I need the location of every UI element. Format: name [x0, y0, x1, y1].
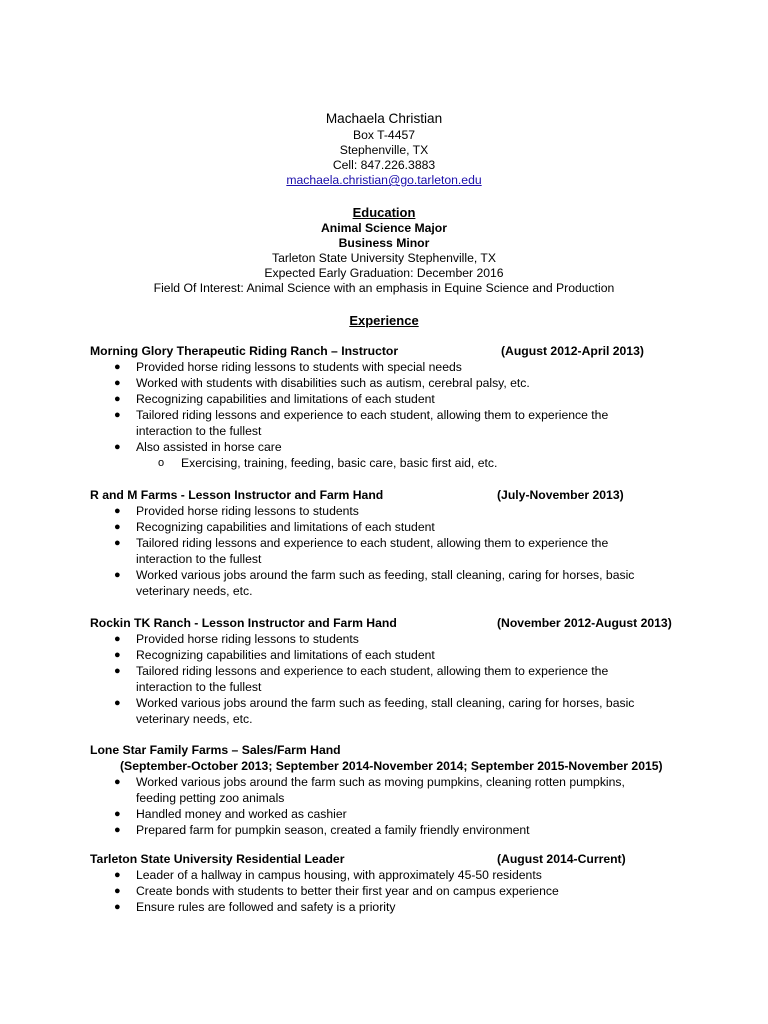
major: Animal Science Major: [321, 221, 447, 235]
list-item: ● Ensure rules are followed and safety is a priority: [114, 900, 396, 914]
bullet-icon: ●: [114, 869, 121, 881]
bullet-icon: ●: [114, 776, 121, 788]
bullet-icon: ●: [114, 361, 121, 373]
bullet-icon: ●: [114, 521, 121, 533]
contact-header: [0, 110, 768, 188]
list-item: ● Also assisted in horse care: [114, 440, 282, 454]
list-item: ● Worked with students with disabilities such as autism, cerebral palsy, etc.: [114, 376, 530, 390]
bullet-icon: ●: [114, 393, 121, 405]
job-dates: (November 2012-August 2013): [497, 616, 672, 630]
job-lone-star-family-farms: [90, 742, 690, 838]
list-item: ● Recognizing capabilities and limitations of each student: [114, 520, 435, 534]
bullet-icon: ●: [114, 824, 121, 836]
cell-phone: Cell: 847.226.3883: [332, 158, 436, 172]
education-section: [0, 204, 768, 296]
bullet-icon: ●: [114, 377, 121, 389]
mailing-box: Box T-4457: [352, 128, 416, 142]
list-item: ● Provided horse riding lessons to students with special needs: [114, 360, 462, 374]
job-rockin-tk-ranch: [90, 615, 690, 727]
list-item: ● Provided horse riding lessons to students: [114, 504, 359, 518]
bullet-icon: ●: [114, 441, 121, 453]
list-item: ● Tailored riding lessons and experience to each student, allowing them to experience the interaction to the fullest: [114, 536, 609, 566]
bullet-icon: ●: [114, 569, 121, 581]
bullet-icon: ●: [114, 633, 121, 645]
list-item: ● Recognizing capabilities and limitations of each student: [114, 648, 435, 662]
job-dates: (September-October 2013; September 2014-November 2014; September 2015-November 2015): [120, 759, 663, 773]
list-item: ● Worked various jobs around the farm such as moving pumpkins, cleaning rotten pumpkins, feeding petting zoo animals: [114, 775, 625, 805]
school: Tarleton State University Stephenville, TX: [272, 251, 496, 265]
graduation: Expected Early Graduation: December 2016: [264, 266, 504, 280]
bullet-icon: ●: [114, 649, 121, 661]
job-dates: (August 2012-April 2013): [501, 344, 644, 358]
list-item: ● Handled money and worked as cashier: [114, 807, 347, 821]
list-item: ● Tailored riding lessons and experience to each student, allowing them to experience the interaction to the fullest: [114, 664, 609, 694]
job-tarleton-residential-leader: [90, 851, 690, 915]
bullet-icon: ●: [114, 665, 121, 677]
job-title: Morning Glory Therapeutic Riding Ranch – Instructor: [90, 344, 399, 358]
list-item: ● Worked various jobs around the farm such as feeding, stall cleaning, caring for horses, basic veterinary needs, etc.: [114, 696, 635, 726]
experience-heading: Experience: [349, 313, 419, 328]
applicant-name: Machaela Christian: [325, 111, 443, 126]
city-state: Stephenville, TX: [339, 143, 429, 157]
job-title: R and M Farms - Lesson Instructor and Farm Hand: [90, 488, 384, 502]
job-dates: (August 2014-Current): [497, 852, 626, 866]
bullet-icon: ●: [114, 808, 121, 820]
list-item: ● Worked various jobs around the farm such as feeding, stall cleaning, caring for horses, basic veterinary needs, etc.: [114, 568, 635, 598]
list-item: ● Tailored riding lessons and experience to each student, allowing them to experience the interaction to the fullest: [114, 408, 609, 438]
list-item: ● Create bonds with students to better their first year and on campus experience: [114, 884, 559, 898]
list-item: ● Leader of a hallway in campus housing, with approximately 45-50 residents: [114, 868, 542, 882]
bullet-icon: ●: [114, 537, 121, 549]
circle-bullet-icon: o: [158, 457, 165, 469]
job-title: Rockin TK Ranch - Lesson Instructor and Farm Hand: [90, 616, 397, 630]
job-title: Tarleton State University Residential Leader: [90, 852, 345, 866]
email-link[interactable]: machaela.christian@go.tarleton.edu: [286, 173, 482, 187]
job-title: Lone Star Family Farms – Sales/Farm Hand: [90, 743, 341, 757]
list-item: ● Prepared farm for pumpkin season, created a family friendly environment: [114, 823, 530, 837]
minor: Business Minor: [338, 236, 430, 250]
education-heading: Education: [352, 205, 416, 220]
list-item: ● Provided horse riding lessons to students: [114, 632, 359, 646]
list-item: ● Recognizing capabilities and limitations of each student: [114, 392, 435, 406]
field-of-interest: Field Of Interest: Animal Science with an emphasis in Equine Science and Production: [153, 281, 615, 295]
job-r-and-m-farms: [90, 487, 690, 599]
bullet-icon: ●: [114, 901, 121, 913]
bullet-icon: ●: [114, 505, 121, 517]
bullet-icon: ●: [114, 409, 121, 421]
bullet-icon: ●: [114, 885, 121, 897]
bullet-icon: ●: [114, 697, 121, 709]
sub-list-item: o Exercising, training, feeding, basic care, basic first aid, etc.: [158, 456, 498, 470]
job-morning-glory: [90, 343, 690, 471]
job-dates: (July-November 2013): [497, 488, 624, 502]
